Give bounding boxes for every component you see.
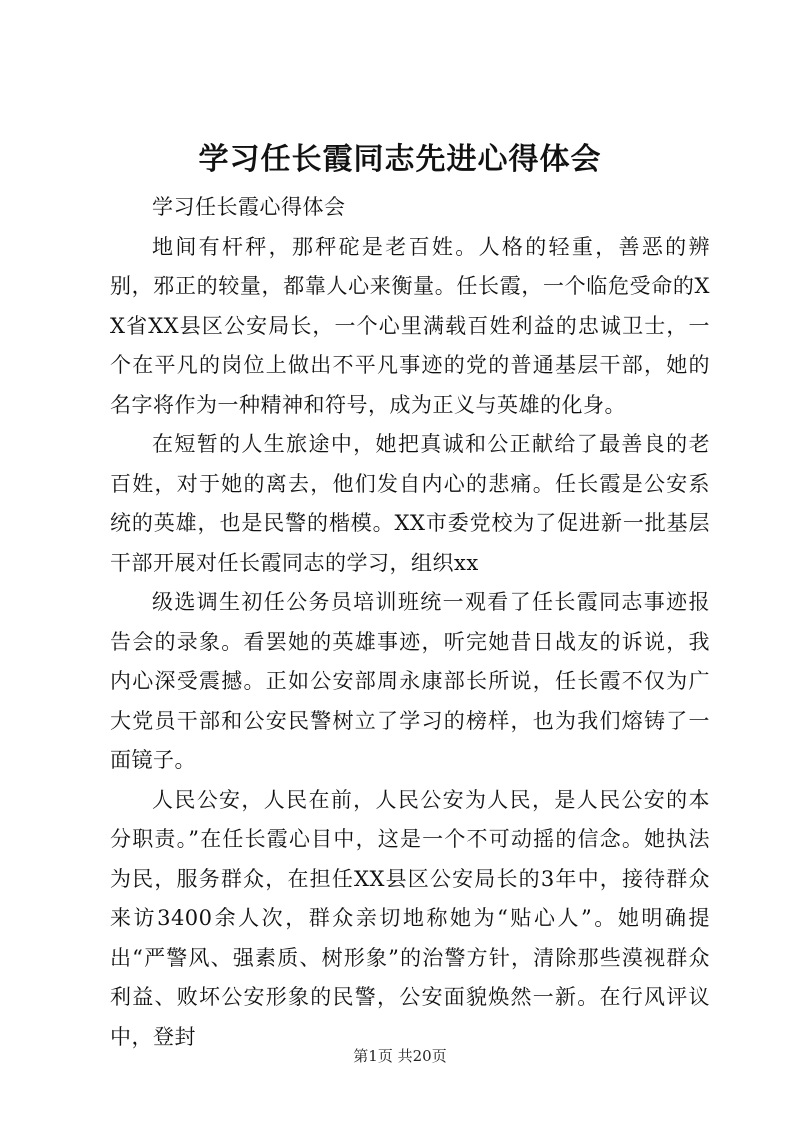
paragraph-subtitle: 学习任长霞心得体会 [152, 195, 346, 219]
document-body [110, 188, 710, 1057]
paragraph: 人民公安，人民在前，人民公安为人民，是人民公安的本分职责。”在任长霞心目中，这是一个不可动摇的信念。她执法为民，服务群众，在担任XX县区公安局长的3年中，接待群众来访3400余人次，群众亲切地称她为“贴心人”。她明确提出“严警风、强素质、树形象”的治警方针，清除那些漠视群众利益、败坏公安形象的民警，公安面貌焕然一新。在行风评议中，登封 [110, 787, 710, 1049]
paragraph: 地间有杆秤，那秤砣是老百姓。人格的轻重，善恶的辨别，邪正的较量，都靠人心来衡量。任长霞，一个临危受命的XX省XX县区公安局长，一个心里满载百姓利益的忠诚卫士，一个在平凡的岗位上做出不平凡事迹的党的普通基层干部，她的名字将作为一种精神和符号，成为正义与英雄的化身。 [110, 234, 710, 417]
document-title: 学习任长霞同志先进心得体会 [198, 142, 602, 177]
paragraph: 在短暂的人生旅途中，她把真诚和公正献给了最善良的老百姓，对于她的离去，他们发自内心的悲痛。任长霞是公安系统的英雄，也是民警的楷模。XX市委党校为了促进新一批基层干部开展对任长霞同志的学习，组织xx [110, 432, 710, 575]
page-number-footer: 第1页 共20页 [353, 1047, 447, 1065]
paragraph: 级选调生初任公务员培训班统一观看了任长霞同志事迹报告会的录象。看罢她的英雄事迹，听完她昔日战友的诉说，我内心深受震撼。正如公安部周永康部长所说，任长霞不仅为广大党员干部和公安民警树立了学习的榜样，也为我们熔铸了一面镜子。 [110, 590, 710, 772]
